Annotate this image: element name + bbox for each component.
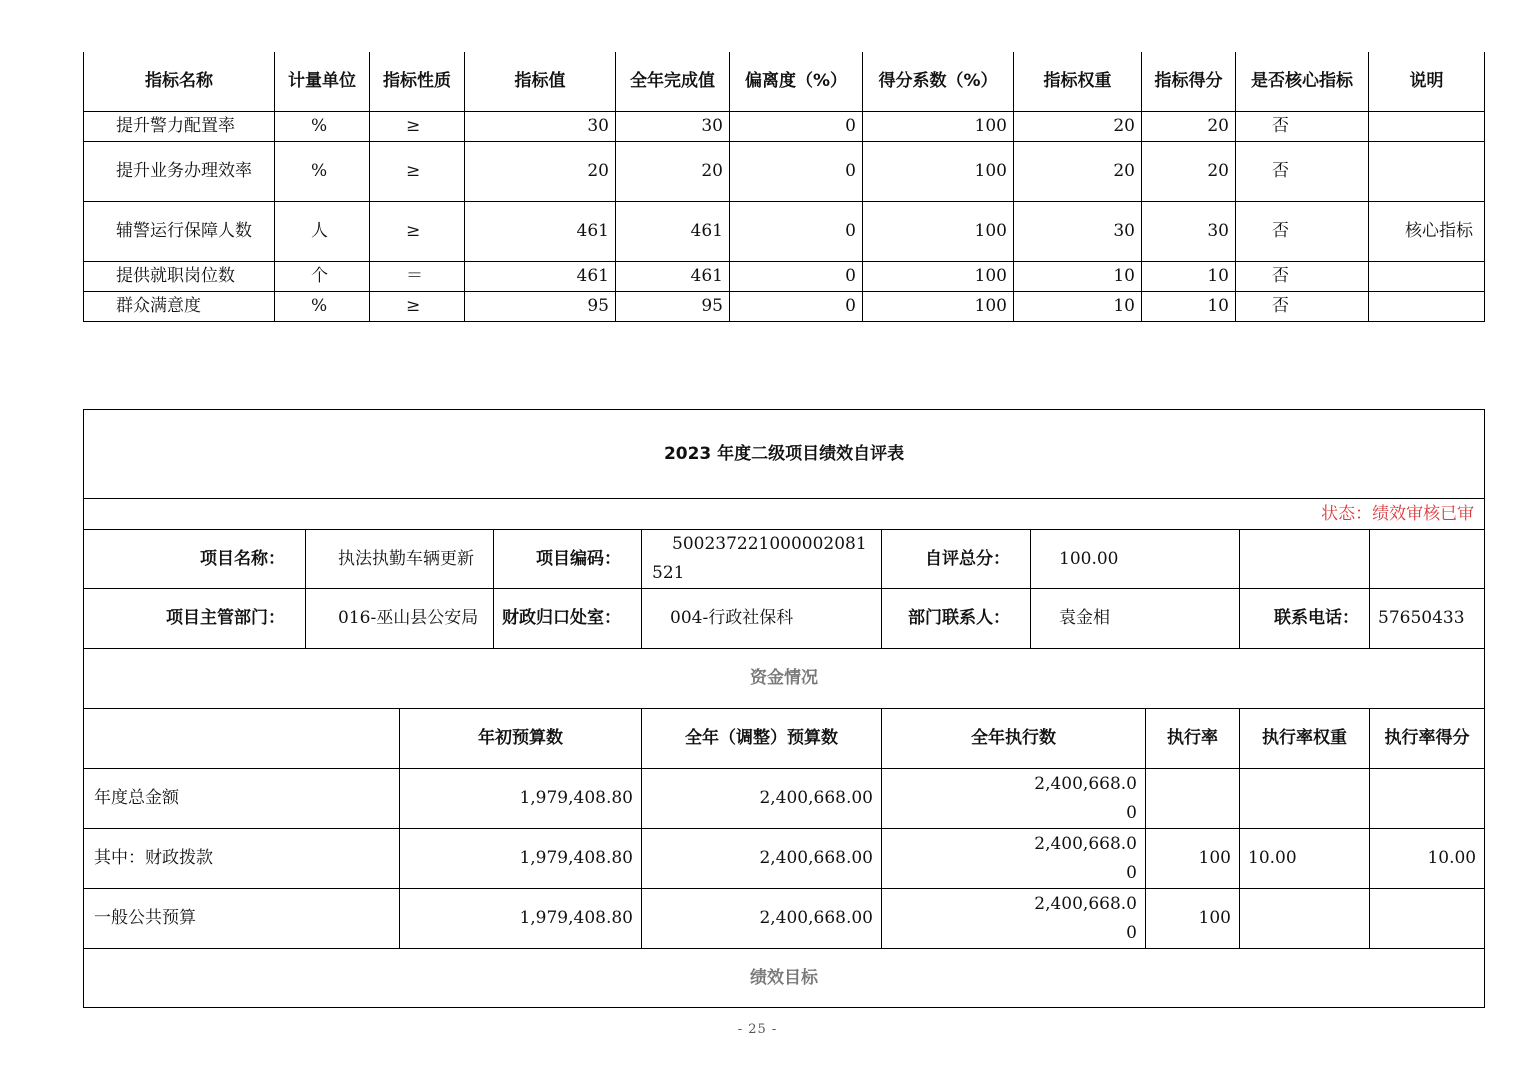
funds-rate: 100	[1146, 889, 1240, 949]
indicator-completed: 20	[616, 141, 730, 201]
indicator-nature: ≥	[370, 111, 465, 141]
indicator-value: 95	[465, 291, 616, 321]
funds-initial: 1,979,408.80	[400, 829, 642, 889]
project-name-value: 执法执勤车辆更新	[306, 530, 494, 589]
form-title: 2023 年度二级项目绩效自评表	[84, 410, 1485, 499]
evaluation-form	[83, 409, 1485, 1008]
indicator-name: 提升警力配置率	[84, 111, 275, 141]
funds-adjusted: 2,400,668.00	[642, 769, 882, 829]
dept-label: 项目主管部门：	[84, 589, 306, 649]
indicator-weight: 10	[1014, 291, 1142, 321]
funds-row-label: 其中：财政拨款	[84, 829, 400, 889]
header-nature: 指标性质	[370, 52, 465, 111]
indicator-deviation: 0	[730, 141, 863, 201]
indicator-value: 461	[465, 261, 616, 291]
indicator-core: 否	[1236, 141, 1369, 201]
header-deviation: 偏离度（%）	[730, 52, 863, 111]
funds-rate: 100	[1146, 829, 1240, 889]
indicator-coefficient: 100	[863, 201, 1014, 261]
indicator-table	[83, 52, 1485, 322]
indicator-coefficient: 100	[863, 261, 1014, 291]
indicator-score: 30	[1142, 201, 1236, 261]
goals-section-title: 绩效目标	[84, 949, 1485, 1008]
project-code-label: 项目编码：	[494, 530, 642, 589]
indicator-header-row	[84, 52, 1485, 111]
indicator-note	[1369, 141, 1485, 201]
empty-cell	[1240, 530, 1370, 589]
funds-header-rate-score: 执行率得分	[1370, 709, 1485, 769]
funds-executed: 2,400,668.00	[882, 889, 1146, 949]
funds-rate-weight: 10.00	[1240, 829, 1370, 889]
indicator-core: 否	[1236, 201, 1369, 261]
indicator-nature: ≥	[370, 201, 465, 261]
project-code-value: 500237221000002081521	[642, 530, 882, 589]
header-core: 是否核心指标	[1236, 52, 1369, 111]
table-row	[84, 769, 1485, 829]
funds-header-rate-weight: 执行率权重	[1240, 709, 1370, 769]
header-unit: 计量单位	[275, 52, 370, 111]
contact-value: 袁金相	[1031, 589, 1240, 649]
indicator-unit: %	[275, 291, 370, 321]
indicator-weight: 20	[1014, 111, 1142, 141]
funds-rate-weight	[1240, 889, 1370, 949]
funds-rate	[1146, 769, 1240, 829]
indicator-score: 10	[1142, 291, 1236, 321]
table-row	[84, 201, 1485, 261]
indicator-weight: 10	[1014, 261, 1142, 291]
indicator-unit: 人	[275, 201, 370, 261]
indicator-coefficient: 100	[863, 141, 1014, 201]
self-score-label: 自评总分：	[882, 530, 1031, 589]
funds-header-blank	[84, 709, 400, 769]
indicator-score: 20	[1142, 111, 1236, 141]
indicator-name: 辅警运行保障人数	[84, 201, 275, 261]
indicator-completed: 30	[616, 111, 730, 141]
indicator-name: 提升业务办理效率	[84, 141, 275, 201]
funds-section-title: 资金情况	[84, 649, 1485, 709]
indicator-note	[1369, 111, 1485, 141]
finance-office-value: 004-行政社保科	[642, 589, 882, 649]
table-row	[84, 291, 1485, 321]
header-completed: 全年完成值	[616, 52, 730, 111]
indicator-deviation: 0	[730, 291, 863, 321]
indicator-nature: ＝	[370, 261, 465, 291]
indicator-deviation: 0	[730, 261, 863, 291]
indicator-core: 否	[1236, 111, 1369, 141]
table-row	[84, 111, 1485, 141]
indicator-nature: ≥	[370, 141, 465, 201]
funds-rate-score	[1370, 889, 1485, 949]
dept-value: 016-巫山县公安局	[306, 589, 494, 649]
project-name-label: 项目名称：	[84, 530, 306, 589]
indicator-unit: %	[275, 141, 370, 201]
funds-rate-weight	[1240, 769, 1370, 829]
funds-initial: 1,979,408.80	[400, 889, 642, 949]
indicator-nature: ≥	[370, 291, 465, 321]
indicator-completed: 461	[616, 201, 730, 261]
indicator-name: 提供就职岗位数	[84, 261, 275, 291]
funds-row-label: 一般公共预算	[84, 889, 400, 949]
indicator-note: 核心指标	[1369, 201, 1485, 261]
indicator-deviation: 0	[730, 201, 863, 261]
self-score-value: 100.00	[1031, 530, 1240, 589]
header-note: 说明	[1369, 52, 1485, 111]
funds-row-label: 年度总金额	[84, 769, 400, 829]
funds-adjusted: 2,400,668.00	[642, 829, 882, 889]
indicator-completed: 461	[616, 261, 730, 291]
indicator-core: 否	[1236, 291, 1369, 321]
funds-rate-score	[1370, 769, 1485, 829]
header-indicator-name: 指标名称	[84, 52, 275, 111]
funds-executed: 2,400,668.00	[882, 769, 1146, 829]
indicator-completed: 95	[616, 291, 730, 321]
table-row	[84, 261, 1485, 291]
header-weight: 指标权重	[1014, 52, 1142, 111]
empty-cell	[1370, 530, 1485, 589]
indicator-coefficient: 100	[863, 291, 1014, 321]
indicator-weight: 30	[1014, 201, 1142, 261]
indicator-score: 10	[1142, 261, 1236, 291]
phone-value: 57650433	[1370, 589, 1485, 649]
indicator-weight: 20	[1014, 141, 1142, 201]
funds-executed: 2,400,668.00	[882, 829, 1146, 889]
indicator-value: 461	[465, 201, 616, 261]
indicator-note	[1369, 261, 1485, 291]
table-row	[84, 141, 1485, 201]
header-coefficient: 得分系数（%）	[863, 52, 1014, 111]
indicator-core: 否	[1236, 261, 1369, 291]
funds-header-adjusted: 全年（调整）预算数	[642, 709, 882, 769]
contact-label: 部门联系人：	[882, 589, 1031, 649]
indicator-coefficient: 100	[863, 111, 1014, 141]
funds-header-initial: 年初预算数	[400, 709, 642, 769]
funds-header-executed: 全年执行数	[882, 709, 1146, 769]
phone-label: 联系电话：	[1240, 589, 1370, 649]
indicator-score: 20	[1142, 141, 1236, 201]
indicator-value: 20	[465, 141, 616, 201]
page-number: - 25 -	[737, 1022, 778, 1037]
table-row	[84, 829, 1485, 889]
finance-office-label: 财政归口处室：	[494, 589, 642, 649]
status-badge: 状态：绩效审核已审	[84, 499, 1485, 530]
indicator-deviation: 0	[730, 111, 863, 141]
indicator-unit: 个	[275, 261, 370, 291]
indicator-note	[1369, 291, 1485, 321]
indicator-value: 30	[465, 111, 616, 141]
funds-rate-score: 10.00	[1370, 829, 1485, 889]
funds-initial: 1,979,408.80	[400, 769, 642, 829]
indicator-name: 群众满意度	[84, 291, 275, 321]
indicator-unit: %	[275, 111, 370, 141]
table-row	[84, 889, 1485, 949]
header-value: 指标值	[465, 52, 616, 111]
funds-adjusted: 2,400,668.00	[642, 889, 882, 949]
funds-header-rate: 执行率	[1146, 709, 1240, 769]
header-score: 指标得分	[1142, 52, 1236, 111]
